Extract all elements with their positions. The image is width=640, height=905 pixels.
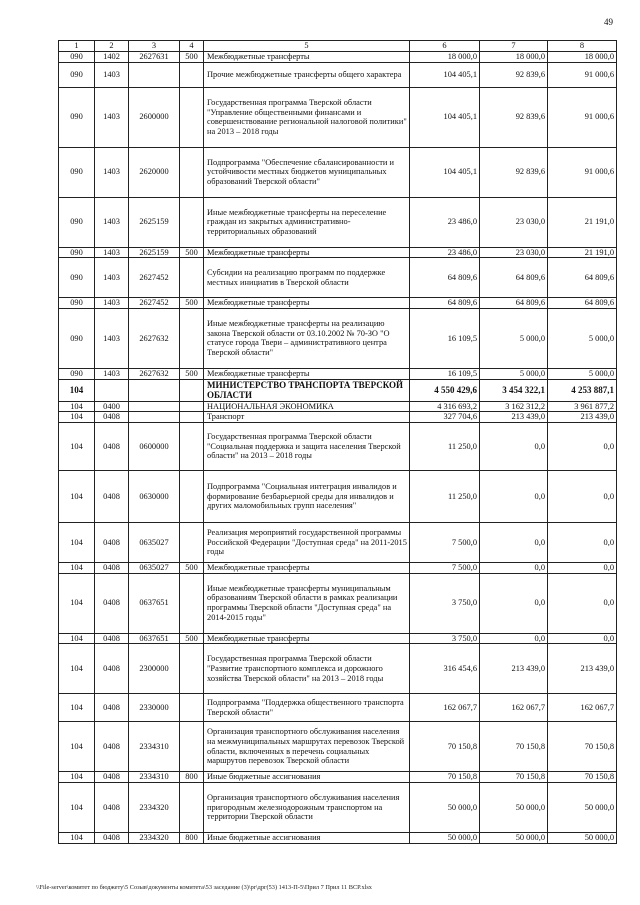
- admin-code-cell: 090: [59, 87, 95, 147]
- section-code-cell: 1403: [95, 87, 129, 147]
- amount-year3-cell: 18 000,0: [548, 52, 617, 63]
- table-row: [59, 87, 617, 147]
- target-code-cell: 0600000: [129, 422, 180, 470]
- section-code-cell: 1403: [95, 197, 129, 247]
- section-code-cell: 0408: [95, 470, 129, 522]
- amount-year3-cell: 70 150,8: [548, 722, 617, 772]
- section-code-cell: 1402: [95, 52, 129, 63]
- section-code-cell: 1403: [95, 258, 129, 298]
- column-number: 2: [95, 41, 129, 52]
- column-number: 8: [548, 41, 617, 52]
- section-code-cell: 0408: [95, 694, 129, 722]
- admin-code-cell: 104: [59, 722, 95, 772]
- target-code-cell: 2625159: [129, 197, 180, 247]
- amount-year1-cell: 4 316 693,2: [410, 401, 480, 412]
- admin-code-cell: 104: [59, 401, 95, 412]
- column-number: 3: [129, 41, 180, 52]
- amount-year2-cell: 213 439,0: [480, 644, 548, 694]
- amount-year3-cell: 70 150,8: [548, 772, 617, 783]
- amount-year3-cell: 64 809,6: [548, 298, 617, 309]
- expense-type-cell: 800: [180, 832, 204, 843]
- target-code-cell: 2334320: [129, 832, 180, 843]
- admin-code-cell: 104: [59, 522, 95, 562]
- description-cell: Межбюджетные трансферты: [204, 633, 410, 644]
- target-code-cell: 0637651: [129, 633, 180, 644]
- amount-year3-cell: 0,0: [548, 422, 617, 470]
- amount-year3-cell: 21 191,0: [548, 197, 617, 247]
- admin-code-cell: 104: [59, 633, 95, 644]
- target-code-cell: 2627632: [129, 368, 180, 379]
- table-row: [59, 644, 617, 694]
- amount-year2-cell: 92 839,6: [480, 87, 548, 147]
- section-code-cell: 0408: [95, 722, 129, 772]
- section-code-cell: 0408: [95, 832, 129, 843]
- amount-year3-cell: 21 191,0: [548, 247, 617, 258]
- amount-year3-cell: 91 000,6: [548, 147, 617, 197]
- section-code-cell: 0400: [95, 401, 129, 412]
- admin-code-cell: 090: [59, 368, 95, 379]
- amount-year2-cell: 5 000,0: [480, 368, 548, 379]
- expense-type-cell: [180, 644, 204, 694]
- table-row: [59, 412, 617, 423]
- amount-year3-cell: 213 439,0: [548, 412, 617, 423]
- admin-code-cell: 104: [59, 562, 95, 573]
- amount-year2-cell: 70 150,8: [480, 772, 548, 783]
- target-code-cell: 2300000: [129, 644, 180, 694]
- amount-year1-cell: 104 405,1: [410, 87, 480, 147]
- amount-year3-cell: 162 067,7: [548, 694, 617, 722]
- amount-year2-cell: 50 000,0: [480, 832, 548, 843]
- expense-type-cell: 500: [180, 368, 204, 379]
- expense-type-cell: 500: [180, 52, 204, 63]
- target-code-cell: 2627631: [129, 52, 180, 63]
- expense-type-cell: [180, 62, 204, 87]
- amount-year2-cell: 0,0: [480, 522, 548, 562]
- amount-year2-cell: 50 000,0: [480, 782, 548, 832]
- section-code-cell: 0408: [95, 573, 129, 633]
- target-code-cell: 2627452: [129, 258, 180, 298]
- description-cell: Субсидии на реализацию программ по поддержке местных инициатив в Тверской области: [204, 258, 410, 298]
- amount-year3-cell: 50 000,0: [548, 832, 617, 843]
- expense-type-cell: 500: [180, 247, 204, 258]
- table-row: [59, 573, 617, 633]
- description-cell: Государственная программа Тверской области "Развитие транспортного комплекса и дорожного хозяйства Тверской области" на 2013 – 2018 годы: [204, 644, 410, 694]
- section-code-cell: 0408: [95, 644, 129, 694]
- amount-year3-cell: 0,0: [548, 573, 617, 633]
- target-code-cell: 0637651: [129, 573, 180, 633]
- admin-code-cell: 090: [59, 308, 95, 368]
- description-cell: Подпрограмма "Обеспечение сбалансированности и устойчивости местных бюджетов муниципальных образований Тверской области": [204, 147, 410, 197]
- expense-type-cell: [180, 522, 204, 562]
- section-code-cell: 0408: [95, 412, 129, 423]
- admin-code-cell: 104: [59, 694, 95, 722]
- amount-year2-cell: 64 809,6: [480, 298, 548, 309]
- amount-year3-cell: 50 000,0: [548, 782, 617, 832]
- section-code-cell: [95, 379, 129, 401]
- table-row: [59, 147, 617, 197]
- expense-type-cell: [180, 694, 204, 722]
- amount-year2-cell: 0,0: [480, 470, 548, 522]
- amount-year1-cell: 50 000,0: [410, 832, 480, 843]
- section-code-cell: 1403: [95, 147, 129, 197]
- amount-year1-cell: 104 405,1: [410, 147, 480, 197]
- target-code-cell: 2625159: [129, 247, 180, 258]
- amount-year1-cell: 327 704,6: [410, 412, 480, 423]
- table-row: [59, 522, 617, 562]
- amount-year2-cell: 0,0: [480, 422, 548, 470]
- column-number: 6: [410, 41, 480, 52]
- amount-year2-cell: 92 839,6: [480, 147, 548, 197]
- table-row: [59, 197, 617, 247]
- target-code-cell: 2334310: [129, 722, 180, 772]
- table-row: [59, 379, 617, 401]
- description-cell: Организация транспортного обслуживания населения на межмуниципальных маршрутах перевозок Тверской области, включенных в перечень социальных маршрутов перевозок Тверской области: [204, 722, 410, 772]
- admin-code-cell: 104: [59, 644, 95, 694]
- section-code-cell: 1403: [95, 298, 129, 309]
- table-row: [59, 308, 617, 368]
- table-row: [59, 62, 617, 87]
- amount-year2-cell: 0,0: [480, 633, 548, 644]
- admin-code-cell: 090: [59, 52, 95, 63]
- amount-year3-cell: 213 439,0: [548, 644, 617, 694]
- target-code-cell: [129, 62, 180, 87]
- description-cell: Межбюджетные трансферты: [204, 298, 410, 309]
- amount-year3-cell: 5 000,0: [548, 368, 617, 379]
- amount-year1-cell: 16 109,5: [410, 368, 480, 379]
- table-row: [59, 782, 617, 832]
- amount-year1-cell: 11 250,0: [410, 422, 480, 470]
- column-number: 5: [204, 41, 410, 52]
- table-row: [59, 247, 617, 258]
- table-row: [59, 772, 617, 783]
- table-row: [59, 633, 617, 644]
- admin-code-cell: 090: [59, 147, 95, 197]
- amount-year2-cell: 5 000,0: [480, 308, 548, 368]
- table-row: [59, 401, 617, 412]
- target-code-cell: 0630000: [129, 470, 180, 522]
- target-code-cell: 0635027: [129, 522, 180, 562]
- table-row: [59, 562, 617, 573]
- target-code-cell: 2627632: [129, 308, 180, 368]
- admin-code-cell: 090: [59, 258, 95, 298]
- amount-year1-cell: 70 150,8: [410, 772, 480, 783]
- amount-year3-cell: 0,0: [548, 522, 617, 562]
- amount-year3-cell: 64 809,6: [548, 258, 617, 298]
- expense-type-cell: [180, 401, 204, 412]
- column-number: 7: [480, 41, 548, 52]
- table-row: [59, 722, 617, 772]
- amount-year1-cell: 64 809,6: [410, 258, 480, 298]
- amount-year3-cell: 91 000,6: [548, 87, 617, 147]
- budget-table: [58, 40, 617, 844]
- amount-year1-cell: 23 486,0: [410, 197, 480, 247]
- description-cell: МИНИСТЕРСТВО ТРАНСПОРТА ТВЕРСКОЙ ОБЛАСТИ: [204, 379, 410, 401]
- description-cell: Иные межбюджетные трансферты на переселение граждан из закрытых административно-территориальных образований: [204, 197, 410, 247]
- description-cell: Иные бюджетные ассигнования: [204, 772, 410, 783]
- expense-type-cell: 500: [180, 298, 204, 309]
- amount-year1-cell: 7 500,0: [410, 522, 480, 562]
- description-cell: Государственная программа Тверской области "Социальная поддержка и защита населения Тверской области" на 2013 – 2018 годы: [204, 422, 410, 470]
- amount-year1-cell: 4 550 429,6: [410, 379, 480, 401]
- expense-type-cell: [180, 87, 204, 147]
- section-code-cell: 0408: [95, 522, 129, 562]
- section-code-cell: 1403: [95, 308, 129, 368]
- section-code-cell: 1403: [95, 62, 129, 87]
- section-code-cell: 0408: [95, 782, 129, 832]
- amount-year1-cell: 16 109,5: [410, 308, 480, 368]
- target-code-cell: 0635027: [129, 562, 180, 573]
- amount-year3-cell: 0,0: [548, 562, 617, 573]
- description-cell: Реализация мероприятий государственной программы Российской Федерации "Доступная среда" на 2011-2015 годы: [204, 522, 410, 562]
- amount-year1-cell: 70 150,8: [410, 722, 480, 772]
- table-row: [59, 422, 617, 470]
- section-code-cell: 0408: [95, 422, 129, 470]
- description-cell: Государственная программа Тверской области "Управление общественными финансами и совершенствование региональной налоговой политики" на 2013 – 2018 годы: [204, 87, 410, 147]
- description-cell: Межбюджетные трансферты: [204, 247, 410, 258]
- expense-type-cell: [180, 422, 204, 470]
- amount-year2-cell: 0,0: [480, 562, 548, 573]
- table-row: [59, 298, 617, 309]
- description-cell: НАЦИОНАЛЬНАЯ ЭКОНОМИКА: [204, 401, 410, 412]
- expense-type-cell: [180, 197, 204, 247]
- admin-code-cell: 104: [59, 379, 95, 401]
- amount-year3-cell: 0,0: [548, 633, 617, 644]
- amount-year2-cell: 18 000,0: [480, 52, 548, 63]
- table-row: [59, 832, 617, 843]
- expense-type-cell: 500: [180, 562, 204, 573]
- description-cell: Иные межбюджетные трансферты на реализацию закона Тверской области от 03.10.2002 № 70-ЗО "О статусе города Твери – административного центра Тверской области": [204, 308, 410, 368]
- target-code-cell: 2600000: [129, 87, 180, 147]
- target-code-cell: 2334320: [129, 782, 180, 832]
- amount-year2-cell: 0,0: [480, 573, 548, 633]
- table-row: [59, 470, 617, 522]
- admin-code-cell: 104: [59, 422, 95, 470]
- amount-year2-cell: 70 150,8: [480, 722, 548, 772]
- amount-year1-cell: 7 500,0: [410, 562, 480, 573]
- admin-code-cell: 090: [59, 298, 95, 309]
- amount-year2-cell: 23 030,0: [480, 197, 548, 247]
- expense-type-cell: [180, 147, 204, 197]
- admin-code-cell: 104: [59, 573, 95, 633]
- target-code-cell: 2330000: [129, 694, 180, 722]
- table-row: [59, 694, 617, 722]
- expense-type-cell: [180, 470, 204, 522]
- amount-year1-cell: 18 000,0: [410, 52, 480, 63]
- description-cell: Организация транспортного обслуживания населения пригородным железнодорожным транспортом на территории Тверской области: [204, 782, 410, 832]
- amount-year1-cell: 50 000,0: [410, 782, 480, 832]
- amount-year1-cell: 3 750,0: [410, 633, 480, 644]
- description-cell: Межбюджетные трансферты: [204, 562, 410, 573]
- description-cell: Межбюджетные трансферты: [204, 52, 410, 63]
- target-code-cell: 2627452: [129, 298, 180, 309]
- amount-year1-cell: 162 067,7: [410, 694, 480, 722]
- expense-type-cell: [180, 722, 204, 772]
- admin-code-cell: 104: [59, 782, 95, 832]
- expense-type-cell: [180, 412, 204, 423]
- section-code-cell: 1403: [95, 247, 129, 258]
- file-path-footer: \\File-server\комитет по бюджету\5 Созыв\документы комитета\53 заседание (3)\pr\дрг(53) 1413-П-5\Прил 7 Прил 11 ВСР.xlsx: [36, 884, 372, 891]
- target-code-cell: [129, 379, 180, 401]
- amount-year1-cell: 11 250,0: [410, 470, 480, 522]
- target-code-cell: [129, 401, 180, 412]
- amount-year1-cell: 64 809,6: [410, 298, 480, 309]
- target-code-cell: 2620000: [129, 147, 180, 197]
- amount-year2-cell: 213 439,0: [480, 412, 548, 423]
- section-code-cell: 0408: [95, 633, 129, 644]
- amount-year3-cell: 4 253 887,1: [548, 379, 617, 401]
- description-cell: Транспорт: [204, 412, 410, 423]
- amount-year2-cell: 3 454 322,1: [480, 379, 548, 401]
- admin-code-cell: 104: [59, 412, 95, 423]
- expense-type-cell: 500: [180, 633, 204, 644]
- expense-type-cell: [180, 379, 204, 401]
- section-code-cell: 0408: [95, 562, 129, 573]
- amount-year2-cell: 162 067,7: [480, 694, 548, 722]
- amount-year3-cell: 5 000,0: [548, 308, 617, 368]
- amount-year1-cell: 316 454,6: [410, 644, 480, 694]
- section-code-cell: 0408: [95, 772, 129, 783]
- amount-year3-cell: 3 961 877,2: [548, 401, 617, 412]
- page-number: 49: [604, 17, 613, 27]
- amount-year1-cell: 3 750,0: [410, 573, 480, 633]
- column-number: 4: [180, 41, 204, 52]
- amount-year2-cell: 64 809,6: [480, 258, 548, 298]
- column-number-row: [59, 41, 617, 52]
- expense-type-cell: [180, 308, 204, 368]
- target-code-cell: 2334310: [129, 772, 180, 783]
- amount-year3-cell: 0,0: [548, 470, 617, 522]
- table-row: [59, 52, 617, 63]
- amount-year2-cell: 92 839,6: [480, 62, 548, 87]
- admin-code-cell: 104: [59, 832, 95, 843]
- amount-year2-cell: 3 162 312,2: [480, 401, 548, 412]
- expense-type-cell: [180, 782, 204, 832]
- section-code-cell: 1403: [95, 368, 129, 379]
- admin-code-cell: 090: [59, 197, 95, 247]
- target-code-cell: [129, 412, 180, 423]
- table-row: [59, 258, 617, 298]
- table-row: [59, 368, 617, 379]
- admin-code-cell: 104: [59, 470, 95, 522]
- expense-type-cell: [180, 573, 204, 633]
- expense-type-cell: 800: [180, 772, 204, 783]
- admin-code-cell: 104: [59, 772, 95, 783]
- description-cell: Иные бюджетные ассигнования: [204, 832, 410, 843]
- amount-year1-cell: 104 405,1: [410, 62, 480, 87]
- amount-year3-cell: 91 000,6: [548, 62, 617, 87]
- description-cell: Подпрограмма "Поддержка общественного транспорта Тверской области": [204, 694, 410, 722]
- expense-type-cell: [180, 258, 204, 298]
- description-cell: Прочие межбюджетные трансферты общего характера: [204, 62, 410, 87]
- column-number: 1: [59, 41, 95, 52]
- description-cell: Межбюджетные трансферты: [204, 368, 410, 379]
- amount-year2-cell: 23 030,0: [480, 247, 548, 258]
- amount-year1-cell: 23 486,0: [410, 247, 480, 258]
- description-cell: Иные межбюджетные трансферты муниципальным образованиям Тверской области в рамках реализации программы Тверской области "Доступная среда" на 2014-2015 годы": [204, 573, 410, 633]
- description-cell: Подпрограмма "Социальная интеграция инвалидов и формирование безбарьерной среды для инвалидов и других маломобильных групп населения": [204, 470, 410, 522]
- admin-code-cell: 090: [59, 62, 95, 87]
- admin-code-cell: 090: [59, 247, 95, 258]
